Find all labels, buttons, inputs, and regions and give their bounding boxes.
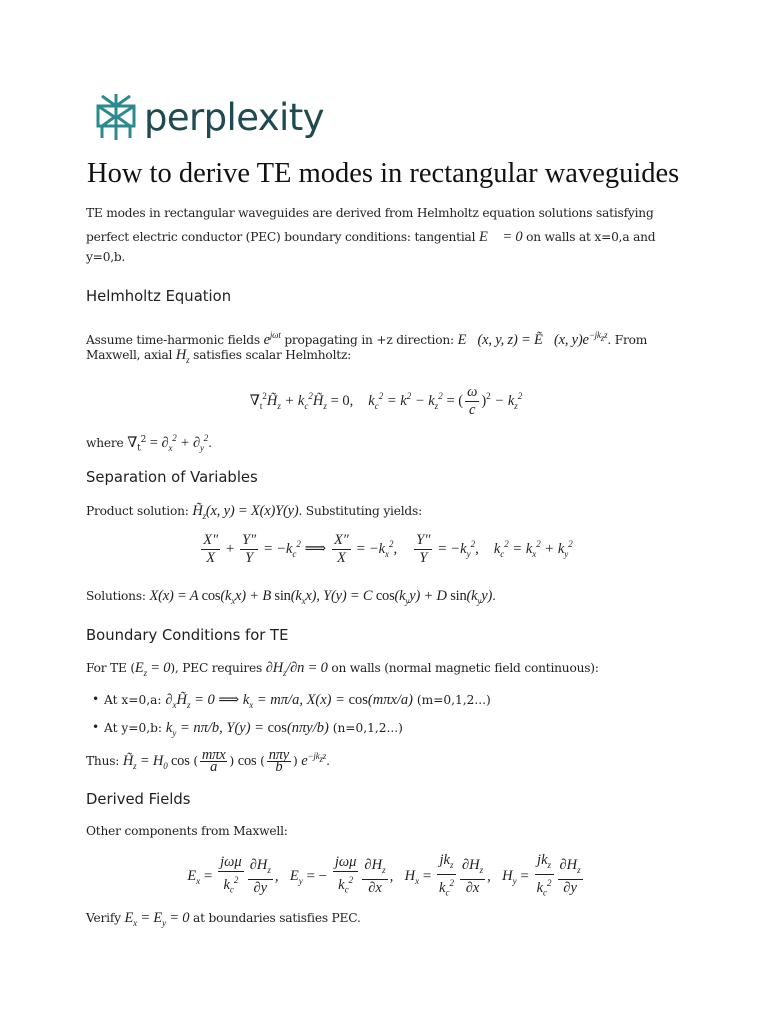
heading-helmholtz: Helmholtz Equation <box>86 288 232 305</box>
intro-line-2: perfect electric conductor (PEC) boundary conditions: tangential E⃗ = 0 on walls at x=0,a and <box>86 229 656 245</box>
intro-line-1: TE modes in rectangular waveguides are derived from Helmholtz equation solutions satisfying <box>86 206 654 220</box>
brand-name: perplexity <box>144 95 324 139</box>
separation-product: Product solution: $H̃_z(x$, y) = X(x)Y(y). Substituting yields: <box>86 503 422 521</box>
helmholtz-line-2: Maxwell, axial $H_z$ satisfies scalar Helmholtz: <box>86 347 352 365</box>
heading-separation: Separation of Variables <box>86 469 258 486</box>
boundary-bullet-x: • At x=0,a: $\partial_xH̃_z = 0$ ⟹ $k_x = m\pi/a$, X(x) = cos(mπx/a) (m=0,1,2...) <box>104 692 491 710</box>
perplexity-logo <box>94 92 324 142</box>
helmholtz-equation: $\nabla_t^2H̃_z$ + $k_c^2H̃_z = 0$, $k_c^2 = k^2 - k_z^2$ = ( $\frac{\omega}{c}$ )$^2 - k_z^2$ <box>249 384 523 418</box>
helmholtz-line-1: Assume time-harmonic fields $e^{j\omega t}$ propagating in +z direction: E⃗(x, y, z) = Ẽ⃗(x, $y)e^{-jk_zz}$. From <box>86 330 648 348</box>
heading-boundary: Boundary Conditions for TE <box>86 627 289 644</box>
derived-equation: $E_x$ = $\frac{\text{jωμ}}{k_c^2}$ $\frac{\partial H_z}{\partial y}$ , $E_y$ = − $\frac{\text{jωμ}}{k_c^2}$ $\frac{\partial H_z}{\partial x}$ , $H_x$ = $\frac{jk_z}{k_c^2}$ $\frac{\partial H_z}{\partial x}$ , $H_y$ = $\frac{jk_z}{k_c^2}$ $\frac{\partial H_z}{\partial y}$ <box>187 852 581 898</box>
boundary-bullet-y: • At y=0,b: $k_y = n\pi/b$, Y(y) = cos(nπy/b) (n=0,1,2...) <box>104 720 403 738</box>
separation-solutions: Solutions: X(x) = A $\cos(k_xx) + B$ $\sin(k_xx)$, Y(y) = C $\cos(k_yy) + D$ $\sin(k_yy)$. <box>86 588 496 606</box>
boundary-line: For TE $(E_z = 0)$, PEC requires $\partial H_z/\partial n = 0$ on walls (normal magnetic field continuous): <box>86 660 599 678</box>
derived-verify: Verify $E_x = E_y = 0$ at boundaries satisfies PEC. <box>86 910 361 928</box>
separation-equation: $\frac{X''}{X}$ + $\frac{Y''}{Y}$ = $-k_c^2$ ⟹ $\frac{X''}{X}$ = $-k_x^2$, $\frac{Y''}{Y}$ = $-k_y^2$, $k_c^2 = k_x^2 + k_y^2$ <box>203 532 573 566</box>
derived-line: Other components from Maxwell: <box>86 824 288 838</box>
perplexity-logo-icon <box>94 92 138 142</box>
page-title: How to derive TE modes in rectangular waveguides <box>87 158 680 189</box>
boundary-thus: Thus: $H̃_z = H_0$ cos ( $\frac{\text{mπx}}{a}$ ) cos ( $\frac{\text{nπy}}{b}$ ) $e^{-jk_zz}$. <box>86 746 330 775</box>
helmholtz-where: where $\nabla_t^2 = \partial_x^2 + \partial_y^2$. <box>86 433 212 454</box>
heading-derived: Derived Fields <box>86 791 191 808</box>
intro-line-3: y=0,b. <box>86 250 126 264</box>
